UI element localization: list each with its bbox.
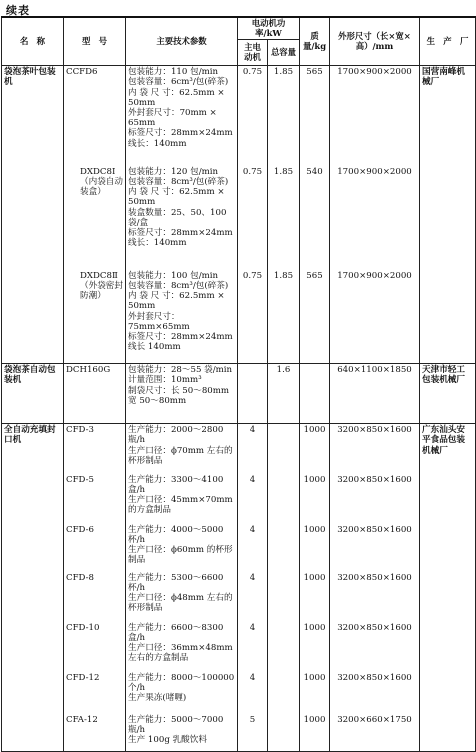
param-line: 盒/h (128, 484, 146, 495)
param-line: 50mm (128, 97, 156, 108)
row-main-motor: 4 (238, 572, 268, 622)
param-line: 内 袋 尺 寸：62.5mm × (128, 87, 225, 98)
table-row (2, 424, 476, 474)
header-mass: 质量/kg (300, 17, 330, 66)
param-line: 盒/h (128, 632, 146, 643)
row-main-motor: 0.75 (238, 166, 268, 270)
param-line: 左右的方盒制品 (128, 653, 189, 664)
header-model: 型 号 (64, 17, 126, 66)
param-line: 外封套尺寸：70mm × (128, 108, 217, 118)
page-title: 续表 (6, 4, 30, 17)
row-dims: 1700×900×2000 (330, 166, 420, 270)
row-maker (420, 166, 476, 270)
row-mass: 1000 (300, 672, 330, 714)
row-params (126, 524, 238, 572)
row-model: CFD-5 (64, 474, 126, 524)
table-row (2, 572, 476, 622)
param-line: 生产能力：4000～5000 (128, 524, 224, 535)
row-maker: 广东汕头安平食品包装机械厂 (420, 424, 476, 474)
row-main-motor: 4 (238, 474, 268, 524)
param-line: 生产口径：ϕ70mm 左右的 (128, 445, 233, 456)
param-line: 线长：140mm (128, 138, 187, 149)
row-main-motor: 4 (238, 424, 268, 474)
row-params (126, 572, 238, 622)
row-mass (300, 364, 330, 424)
row-model: CFD-8 (64, 572, 126, 622)
row-maker (420, 524, 476, 572)
row-maker (420, 714, 476, 752)
param-line: 生产能力：8000～100000 (128, 672, 235, 683)
param-line: 50mm (128, 301, 156, 312)
row-mass: 1000 (300, 524, 330, 572)
row-dims: 640×1100×1850 (330, 364, 420, 424)
row-dims: 3200×850×1600 (330, 622, 420, 672)
param-line: 标签尺寸：28mm×24mm (128, 128, 233, 139)
row-params (126, 270, 238, 364)
param-line: 50mm (128, 197, 156, 208)
row-dims: 3200×850×1600 (330, 672, 420, 714)
table-row (2, 474, 476, 524)
table-row (2, 66, 476, 166)
table-row (2, 166, 476, 270)
header-params: 主要技术参数 (126, 17, 238, 66)
row-dims: 1700×900×2000 (330, 270, 420, 364)
row-name: 袋泡茶自动包装机 (2, 364, 64, 424)
table-row (2, 364, 476, 424)
row-mass: 1000 (300, 622, 330, 672)
row-name: 袋泡茶叶包装机 (2, 66, 64, 166)
row-maker: 国营南峰机械厂 (420, 66, 476, 166)
row-mass: 565 (300, 270, 330, 364)
row-params (126, 364, 238, 424)
header-maker: 生 产 厂 (420, 17, 476, 66)
row-dims: 3200×850×1600 (330, 424, 420, 474)
row-total-capacity (268, 524, 300, 572)
row-total-capacity: 1.85 (268, 270, 300, 364)
row-model: CFD-12 (64, 672, 126, 714)
param-line: 包装能力：110 包/min (128, 67, 219, 78)
row-params (126, 166, 238, 270)
param-line: 生产口径：ϕ48mm 左右的 (128, 593, 233, 604)
param-line: 制品 (128, 555, 146, 566)
row-name (2, 166, 64, 270)
row-model: CCFD6 (64, 66, 126, 166)
row-total-capacity (268, 714, 300, 752)
param-line: 标签尺寸：28mm×24mm (128, 227, 233, 238)
table-row (2, 270, 476, 364)
row-name (2, 572, 64, 622)
row-total-capacity (268, 424, 300, 474)
param-line: 外封套尺寸：75mm×65mm (128, 311, 190, 332)
param-line: 生产能力：6600～8300 (128, 622, 224, 633)
param-line: 生产能力：2000～2800 (128, 425, 224, 436)
row-params (126, 66, 238, 166)
row-main-motor (238, 364, 268, 424)
row-name (2, 672, 64, 714)
table-row (2, 714, 476, 752)
model-text: DXDC8I（内袋自动装盒） (80, 166, 123, 198)
row-total-capacity: 1.85 (268, 166, 300, 270)
row-params (126, 474, 238, 524)
header-total-capacity: 总容量 (268, 40, 300, 66)
param-line: 的方盒制品 (128, 505, 171, 516)
param-line: 包装能力：120 包/min (128, 166, 219, 177)
row-params (126, 424, 238, 474)
row-maker (420, 622, 476, 672)
row-main-motor: 4 (238, 672, 268, 714)
row-mass: 1000 (300, 572, 330, 622)
row-main-motor: 0.75 (238, 270, 268, 364)
row-model: CFA-12 (64, 714, 126, 752)
row-params (126, 714, 238, 752)
header-power-group: 电动机功率/kW (238, 17, 300, 40)
row-dims: 3200×850×1600 (330, 524, 420, 572)
row-model: CFD-10 (64, 622, 126, 672)
param-line: 生产能力：5300～6600 (128, 572, 224, 583)
param-line: 生产口径：36mm×48mm (128, 643, 233, 654)
row-main-motor: 0.75 (238, 66, 268, 166)
row-name: 全自动充填封口机 (2, 424, 64, 474)
row-mass: 1000 (300, 714, 330, 752)
row-main-motor: 5 (238, 714, 268, 752)
param-line: 内 袋 尺 寸：62.5mm × (128, 187, 225, 198)
row-dims: 3200×660×1750 (330, 714, 420, 752)
row-total-capacity (268, 672, 300, 714)
header-dims: 外形尺寸（长×宽×高）/mm (330, 17, 420, 66)
row-total-capacity (268, 474, 300, 524)
row-model: CFD-6 (64, 524, 126, 572)
row-model: DCH160G (64, 364, 126, 424)
row-model (64, 270, 126, 364)
row-main-motor: 4 (238, 622, 268, 672)
spec-table (1, 16, 476, 752)
row-maker: 天津市轻工包装机械厂 (420, 364, 476, 424)
row-maker (420, 270, 476, 364)
param-line: 计量范围：10mm³ (128, 375, 202, 386)
param-line: 线长 140mm (128, 342, 181, 353)
row-dims: 1700×900×2000 (330, 66, 420, 166)
param-line: 生产果冻(啫喱) (128, 693, 187, 704)
row-total-capacity: 1.85 (268, 66, 300, 166)
row-name (2, 714, 64, 752)
row-name (2, 622, 64, 672)
param-line: 杯/h (128, 582, 146, 593)
param-line: 包装能力：100 包/min (128, 270, 219, 281)
row-maker (420, 572, 476, 622)
param-line: 生产能力：3300～4100 (128, 474, 224, 485)
param-line: 线长：140mm (128, 238, 187, 249)
param-line: 个/h (128, 682, 146, 693)
header-name: 名 称 (2, 17, 64, 66)
param-line: 瓶/h (128, 724, 146, 735)
param-line: 瓶/h (128, 435, 146, 446)
param-line: 宽 50～80mm (128, 395, 187, 406)
param-line: 生产口径：45mm×70mm (128, 495, 233, 506)
row-total-capacity (268, 622, 300, 672)
param-line: 杯形制品 (128, 455, 163, 466)
row-params (126, 672, 238, 714)
row-mass: 1000 (300, 424, 330, 474)
row-name (2, 474, 64, 524)
param-line: 生产能力：5000～7000 (128, 714, 224, 725)
row-model: CFD-3 (64, 424, 126, 474)
param-line: 标签尺寸：28mm×24mm (128, 331, 233, 342)
row-maker (420, 672, 476, 714)
row-name (2, 270, 64, 364)
param-line: 包装容量：8cm³/包(碎茶) (128, 280, 229, 291)
param-line: 65mm (128, 118, 156, 129)
row-mass: 565 (300, 66, 330, 166)
param-line: 包装容量：8cm³/包(碎茶) (128, 176, 229, 187)
table-row (2, 672, 476, 714)
param-line: 制袋尺寸：长 50～80mm (128, 385, 230, 396)
table-row (2, 622, 476, 672)
row-total-capacity (268, 572, 300, 622)
row-maker (420, 474, 476, 524)
row-model (64, 166, 126, 270)
param-line: 生产 100g 乳酸饮料 (128, 735, 207, 746)
row-mass: 1000 (300, 474, 330, 524)
row-dims: 3200×850×1600 (330, 572, 420, 622)
param-line: 杯形制品 (128, 603, 163, 614)
param-line: 装盒数量：25、50、100 袋/盒 (128, 207, 227, 228)
row-name (2, 524, 64, 572)
row-total-capacity: 1.6 (268, 364, 300, 424)
row-params (126, 622, 238, 672)
table-row (2, 524, 476, 572)
param-line: 杯/h (128, 534, 146, 545)
row-main-motor: 4 (238, 524, 268, 572)
row-mass: 540 (300, 166, 330, 270)
row-dims: 3200×850×1600 (330, 474, 420, 524)
param-line: 内 袋 尺 寸：62.5mm × (128, 291, 225, 302)
param-line: 包装容量：6cm³/包(碎茶) (128, 77, 229, 88)
param-line: 包装能力：28～55 袋/min (128, 365, 233, 376)
param-line: 生产口径：ϕ60mm 的杯形 (128, 545, 233, 556)
model-text: DXDC8Ⅱ（外袋密封防潮） (80, 270, 123, 302)
header-main-motor: 主电动机 (238, 40, 268, 66)
